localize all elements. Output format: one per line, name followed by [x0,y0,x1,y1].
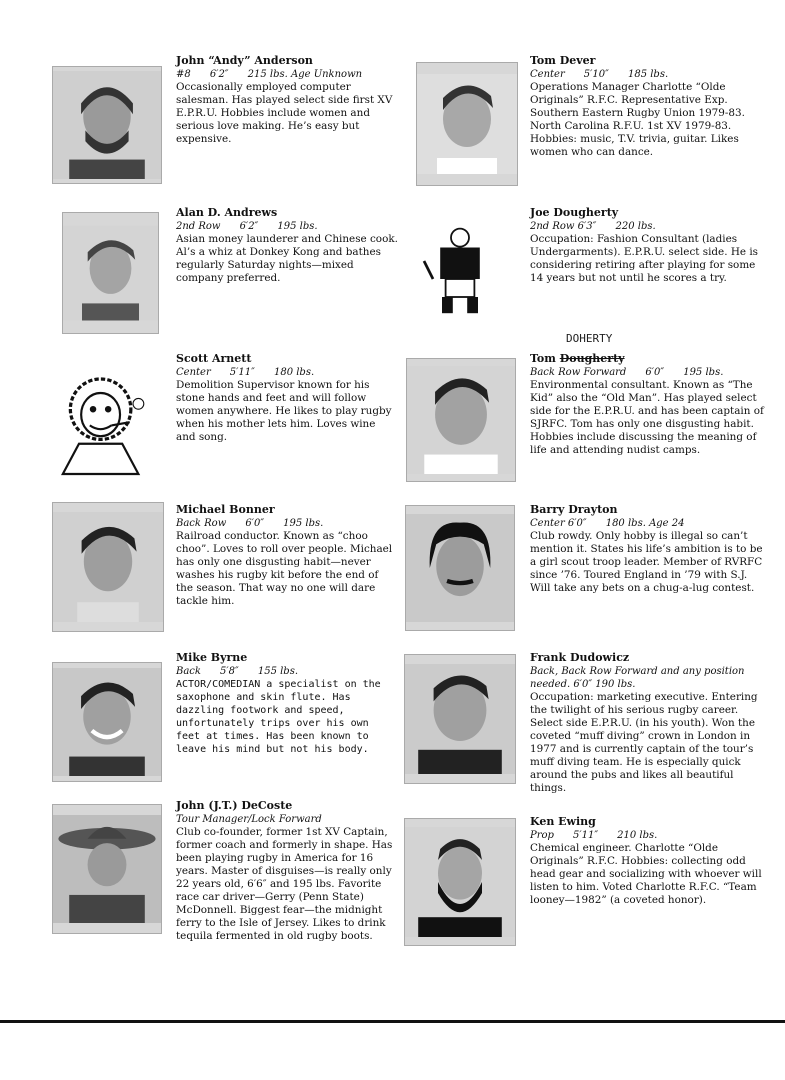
decoste-photo [52,804,162,934]
player-bio: Operations Manager Charlotte “Olde Originals” R.F.C. Representative Exp. Southern Eastern Rugby Union 1979-83. North Carolina R.F.U. 1st XV 1979-83. Hobbies: music, T.V. trivia, guitar. Likes women who can dance. [530,81,745,158]
player-bio: Club rowdy. Only hobby is illegal so can’t mention it. States his life’s ambition is to be a girl scout troop leader. Member of RVRFC since ’76. Toured England in ’79 with S.J. Will take any bets on a chug-a-lug contest. [530,530,763,594]
player-meta: Center 6′0″ 180 lbs. Age 24 [530,518,685,529]
struck-surname: Dougherty [559,352,625,365]
player-bio: Occasionally employed computer salesman. Has played select side first XV E.P.R.U. Hobbies include women and serious love making. He’s easy but expensive. [176,81,393,145]
ewing-photo [404,818,516,946]
bottom-rule [0,1020,785,1023]
player-meta: 2nd Row 6′2″ 195 lbs. [176,221,318,232]
player-bio: Club co-founder, former 1st XV Captain, former coach and formerly in shape. Has been playing rugby in America for 16 years. Master of disguises—is really only 22 years old, 6′6″ and 195 lbs. Favorite race car driver—Gerry (Penn State) McDonnell. Biggest fear—the midnight ferry to the Isle of Jersey. Likes to drink tequila fermented in old rugby boots. [176,826,393,942]
player-name: John (J.T.) DeCoste [176,799,293,812]
player-name: Scott Arnett [176,352,252,365]
player-name: Mike Byrne [176,651,248,664]
dudowicz-photo [404,654,516,784]
bonner-photo [52,502,164,632]
player-name: Ken Ewing [530,815,596,828]
dever-photo [416,62,518,186]
bio-arnett [176,352,398,444]
player-bio: ACTOR/COMEDIAN a specialist on the saxophone and skin flute. Has dazzling footwork and speed, unfortunately trips over his own feet at times. Has been known to leave his mind but not his body. [176,679,381,755]
player-name: Michael Bonner [176,503,275,516]
bio-joe-dougherty [530,206,765,285]
player-meta: Tour Manager/Lock Forward [176,814,322,825]
byrne-photo [52,662,162,782]
player-name: Joe Dougherty [530,206,619,219]
bio-andrews [176,206,398,285]
bio-byrne [176,651,398,756]
bio-decoste [176,799,398,943]
tom-photo [406,358,516,482]
bio-ewing [530,815,765,907]
player-meta: Prop 5′11″ 210 lbs. [530,830,658,841]
bio-dever [530,54,765,159]
anderson-photo [52,66,162,184]
player-bio: Chemical engineer. Charlotte “Olde Originals” R.F.C. Hobbies: collecting odd head gear and socializing with whoever will listen to him. Voted Charlotte R.F.C. “Team looney—1982” (a coveted honor). [530,842,762,906]
player-bio: Railroad conductor. Known as “choo choo”. Loves to roll over people. Michael has only one disgusting habit—never washes his rugby kit before the end of the season. That way no one will dare tackle him. [176,530,393,607]
player-meta: Center 5′11″ 180 lbs. [176,367,315,378]
drayton-photo [405,505,515,631]
arnett-cartoon [52,360,160,480]
player-name: Tom Dever [530,54,596,67]
player-name: Alan D. Andrews [176,206,278,219]
player-bio: Asian money launderer and Chinese cook. Al’s a whiz at Donkey Kong and bathes regularly Saturday nights—mixed company preferred. [176,233,398,284]
player-bio: Demolition Supervisor known for his stone hands and feet and will follow women anywhere. He likes to play rugby when his mother lets him. Loves wine and song. [176,379,392,443]
player-first-name: Tom [530,352,560,365]
handwritten-correction: DOHERTY [566,332,613,345]
bio-anderson [176,54,398,146]
player-name [530,352,765,365]
player-meta: Back 5′8″ 155 lbs. [176,666,299,677]
bio-drayton [530,503,765,595]
dougherty-cartoon [415,206,505,334]
player-meta: Center 5′10″ 185 lbs. [530,69,669,80]
player-bio: Occupation: Fashion Consultant (ladies Undergarments). E.P.R.U. select side. He is considering retiring after playing for some 14 years but not until he scores a try. [530,233,758,284]
andrews-photo [62,212,159,334]
player-meta: 2nd Row 6′3″ 220 lbs. [530,221,656,232]
bio-tom-doherty [530,352,765,457]
player-bio: Environmental consultant. Known as “The Kid” also the “Old Man”. Has played select side for the E.P.R.U. and has been captain of SJRFC. Tom has only one disgusting habit. Hobbies include discussing the meaning of life and attending nudist camps. [530,379,764,456]
player-bio: Occupation: marketing executive. Entering the twilight of his serious rugby career. Select side E.P.R.U. (in his youth). Won the coveted “muff diving” crown in London in 1977 and is currently captain of the tour’s muff diving team. He is especially quick around the pubs and likes all beautiful things. [530,691,758,794]
player-name: Frank Dudowicz [530,651,630,664]
player-name: John “Andy” Anderson [176,54,313,67]
player-meta: Back, Back Row Forward and any position needed. 6′0″ 190 lbs. [530,666,745,690]
player-meta: #8 6′2″ 215 lbs. Age Unknown [176,69,363,80]
bio-dudowicz [530,651,765,795]
bio-bonner [176,503,398,608]
player-meta: Back Row 6′0″ 195 lbs. [176,518,324,529]
player-name: Barry Drayton [530,503,618,516]
player-meta: Back Row Forward 6′0″ 195 lbs. [530,367,724,378]
